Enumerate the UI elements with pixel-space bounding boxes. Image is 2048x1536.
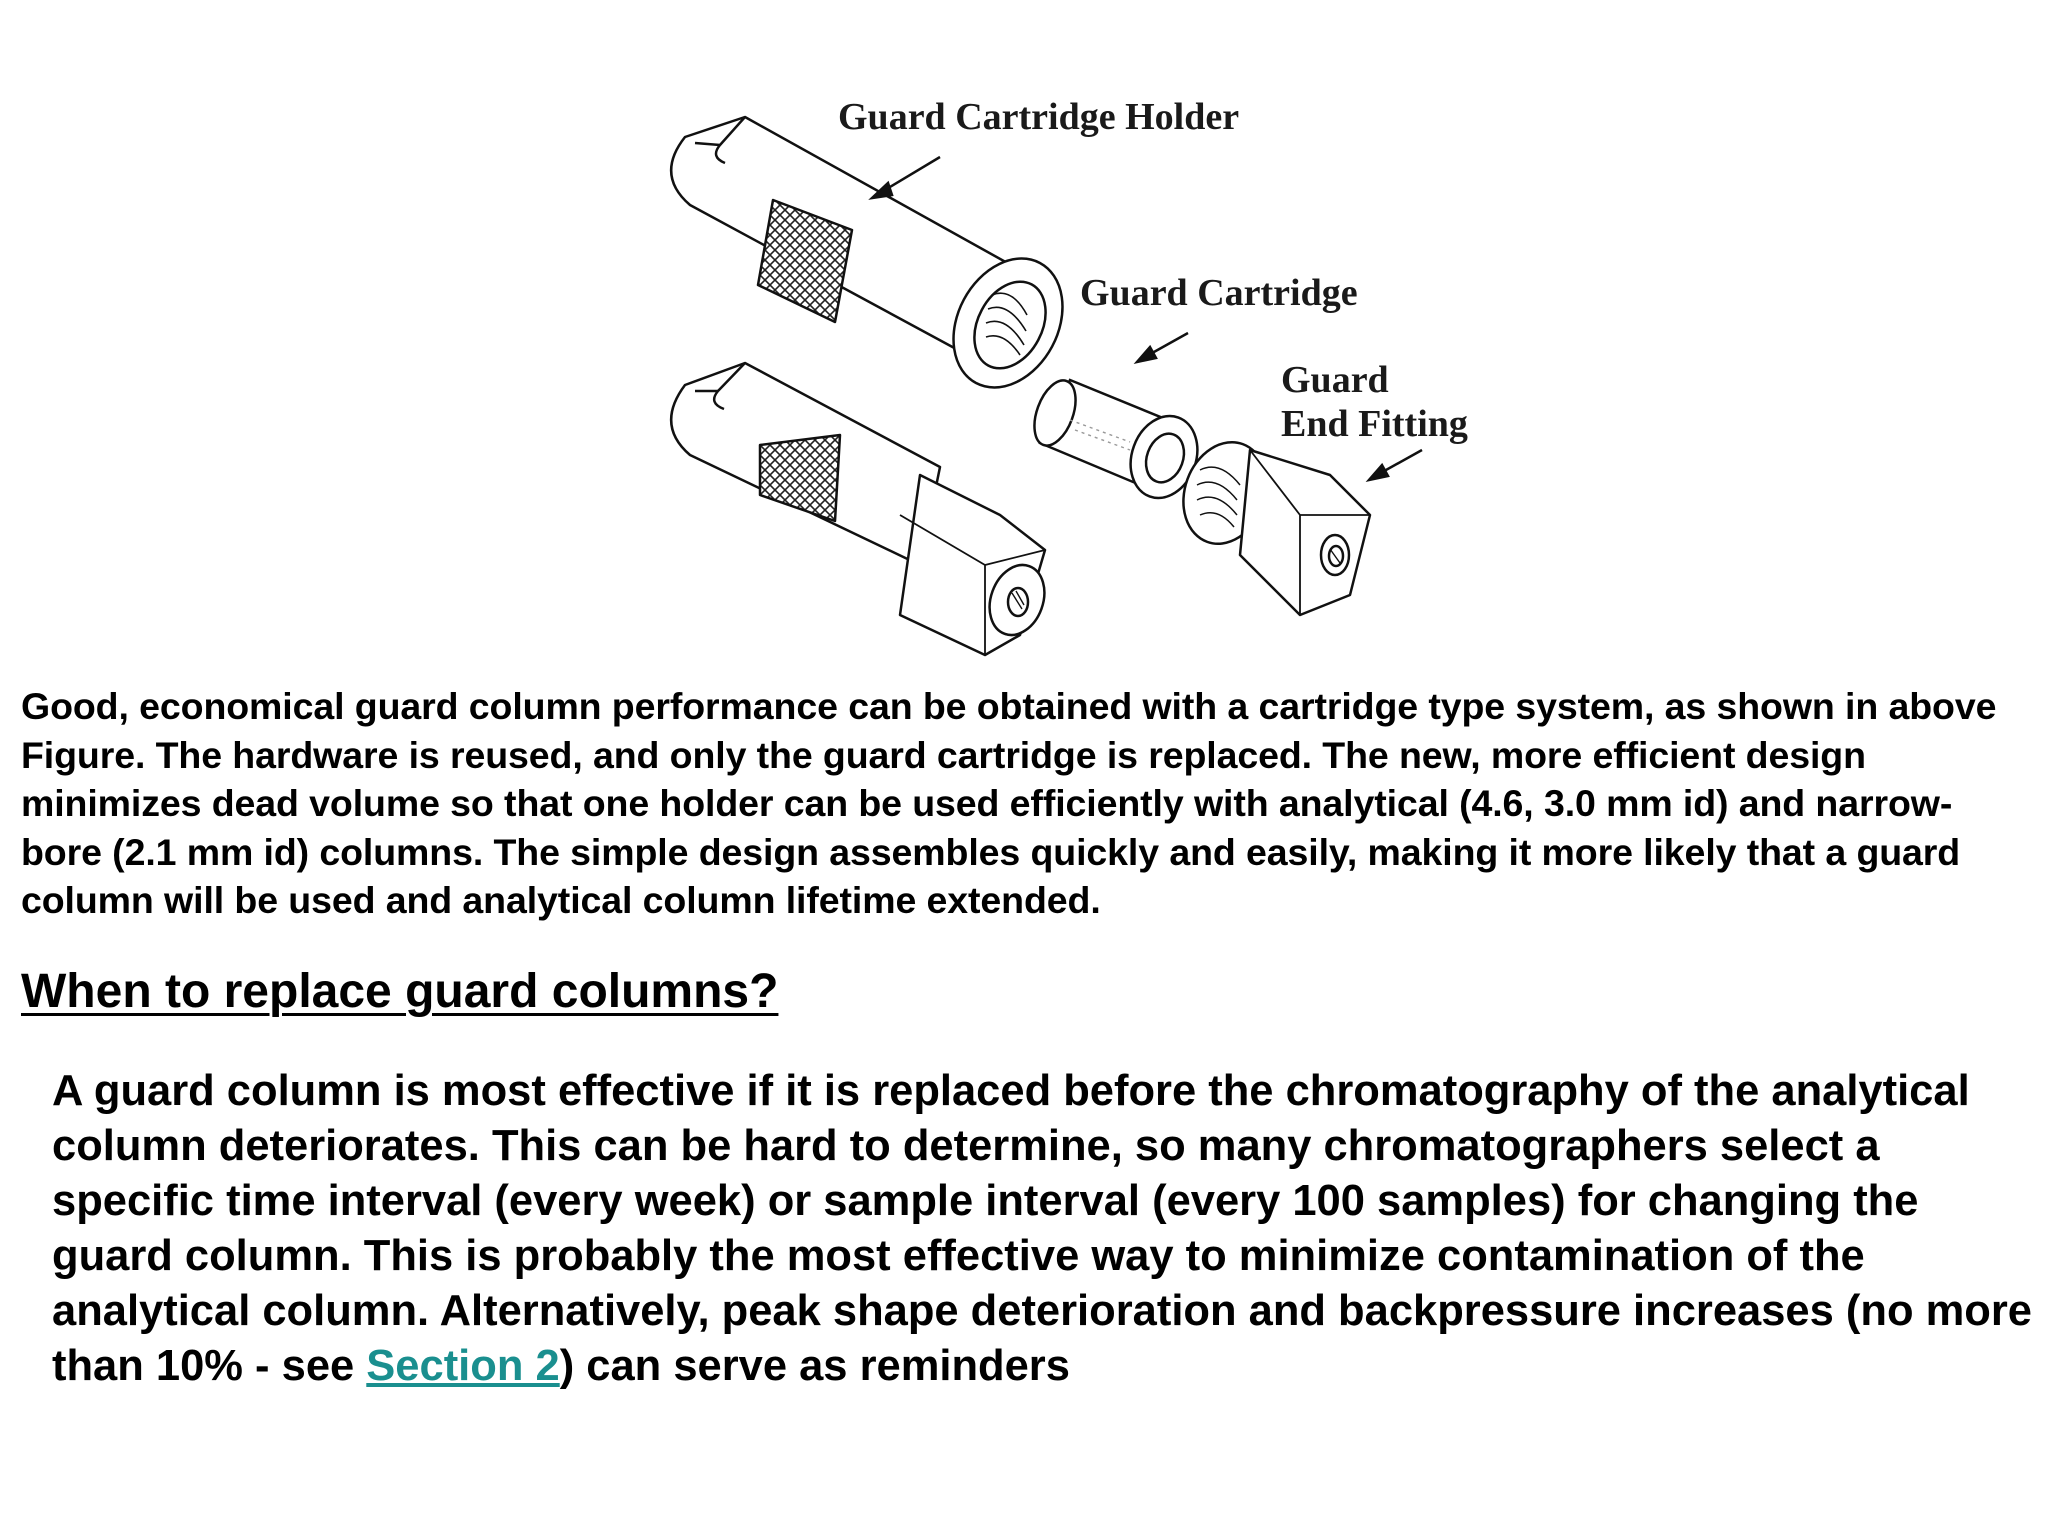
intro-paragraph: Good, economical guard column performance can be obtained with a cartridge type system, as shown in above Figure. The hardware is reused, and only the guard cartridge is replaced. The new, more efficient design minimizes dead volume so that one holder can be used efficiently with analytical (4.6, 3.0 mm id) and narrow-bore (2.1 mm id) columns. The simple design assembles quickly and easily, making it more likely that a guard column will be used and analytical column lifetime extended. <box>21 685 1997 921</box>
guard-end-fitting-drawing <box>1170 430 1370 615</box>
guard-cartridge-label: Guard Cartridge <box>1080 272 1358 314</box>
replace-paragraph <box>52 1064 2042 1394</box>
section-heading: When to replace guard columns? <box>21 965 779 1018</box>
analytical-column-holder-drawing <box>671 363 1054 655</box>
replace-text-before-link: A guard column is most effective if it is replaced before the chromatography of the analytical column deteriorates. This can be hard to determine, so many chromatographers select a specific time interval (every week) or sample interval (every 100 samples) for changing the guard column. This is probably the most effective way to minimize contamination of the analytical column. Alternatively, peak shape deterioration and backpressure increases (no more than 10% - see <box>52 1067 2032 1390</box>
guard-column-diagram <box>600 95 1500 685</box>
guard-cartridge-holder-label: Guard Cartridge Holder <box>838 96 1240 138</box>
section-2-link[interactable]: Section 2 <box>366 1342 560 1390</box>
guard-end-fitting-label-line2: End Fitting <box>1281 403 1468 445</box>
guard-cartridge-drawing <box>1026 375 1208 508</box>
guard-cartridge-holder-drawing <box>671 117 1084 407</box>
guard-end-fitting-label-line1: Guard <box>1281 359 1389 401</box>
replace-text-after-link: ) can serve as reminders <box>559 1342 1070 1390</box>
